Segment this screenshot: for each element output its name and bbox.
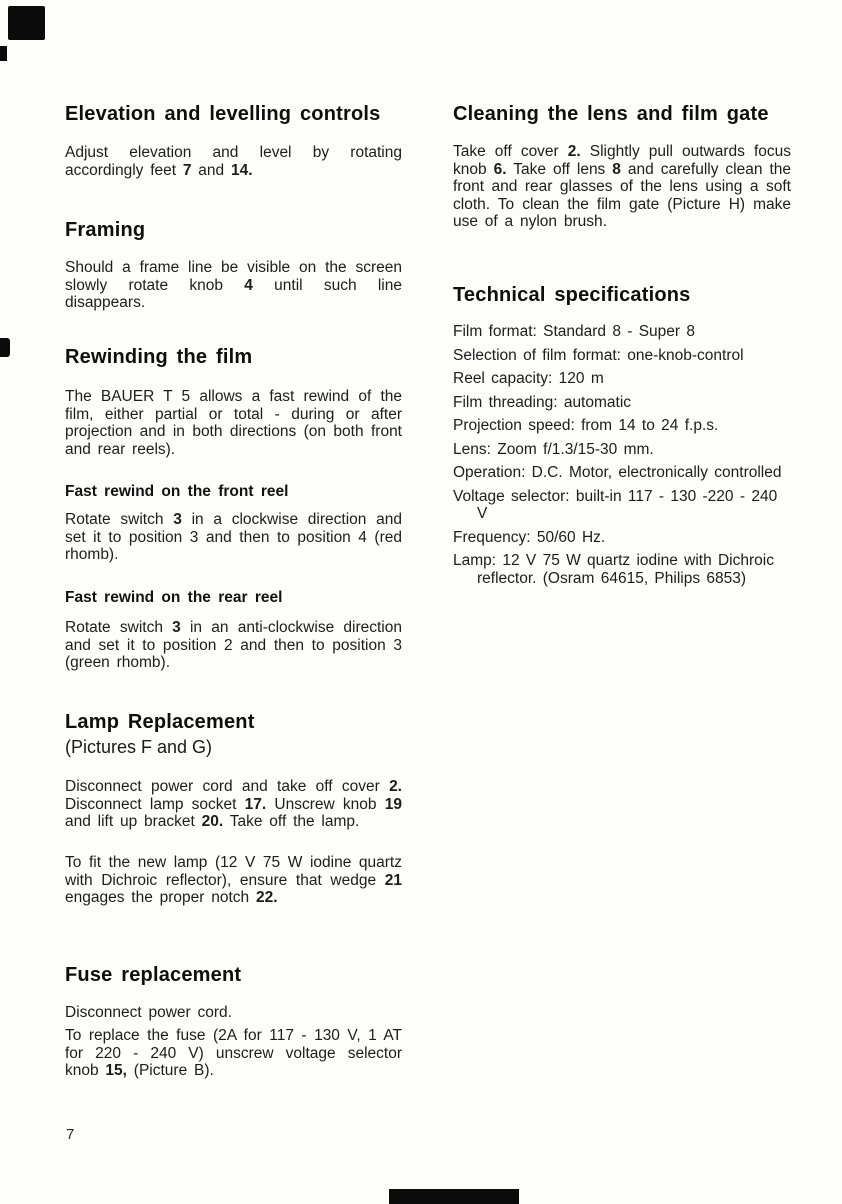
scan-artifact-top-left [8, 6, 45, 40]
heading-framing: Framing [65, 219, 146, 241]
paragraph-elevation: Adjust elevation and level by rotating accordingly feet 7 and 14. [65, 144, 402, 179]
spec-item-format-selection: Selection of film format: one-knob-control [453, 346, 744, 364]
lamp-pictures-reference: (Pictures F and G) [65, 737, 213, 757]
heading-fuse-replacement: Fuse replacement [65, 964, 242, 986]
right-column [453, 0, 791, 1204]
spec-item-film-threading: Film threading: automatic [453, 393, 632, 411]
spec-item-lamp: Lamp: 12 V 75 W quartz iodine with Dichroic reflector. (Osram 64615, Philips 6853) [453, 552, 774, 587]
scan-artifact-left-edge-middle [0, 338, 10, 357]
paragraph-rear-reel: Rotate switch 3 in an anti-clockwise direction and set it to position 2 and then to position 3 (green rhomb). [65, 619, 402, 671]
paragraph-cleaning: Take off cover 2. Slightly pull outwards focus knob 6. Take off lens 8 and carefully clean the front and rear glasses of the lens using a soft cloth. To clean the film gate (Picture H) make use of a nylon brush. [453, 143, 792, 230]
heading-lamp-replacement: Lamp Replacement [65, 711, 255, 733]
spec-item-projection-speed: Projection speed: from 14 to 24 f.p.s. [453, 417, 719, 434]
paragraph-lamp-1: Disconnect power cord and take off cover 2. Disconnect lamp socket 17. Unscrew knob 19 and lift up bracket 20. Take off the lamp. [65, 778, 402, 830]
paragraph-fuse-2: To replace the fuse (2A for 117 - 130 V, 1 AT for 220 - 240 V) unscrew voltage selector knob 15, (Picture B). [65, 1027, 402, 1079]
heading-rewinding: Rewinding the film [65, 346, 253, 368]
paragraph-lamp-2: To fit the new lamp (12 V 75 W iodine quartz with Dichroic reflector), ensure that wedge 21 engages the proper notch 22. [65, 854, 402, 906]
paragraph-front-reel: Rotate switch 3 in a clockwise direction and set it to position 3 and then to position 4 (red rhomb). [65, 511, 402, 563]
paragraph-rewinding: The BAUER T 5 allows a fast rewind of the film, either partial or total - during or after projection and in both directions (on both front and rear reels). [65, 388, 402, 458]
spec-item-reel-capacity: Reel capacity: 120 m [453, 370, 604, 387]
spec-item-operation: Operation: D.C. Motor, electronically controlled [453, 464, 782, 481]
spec-item-voltage-selector: Voltage selector: built-in 117 - 130 -220 - 240 V [453, 487, 778, 522]
paragraph-fuse-1: Disconnect power cord. [65, 1004, 232, 1021]
scan-artifact-left-edge-upper [0, 46, 7, 61]
subheading-front-reel: Fast rewind on the front reel [65, 483, 289, 500]
spec-item-film-format: Film format: Standard 8 - Super 8 [453, 323, 696, 340]
subheading-rear-reel: Fast rewind on the rear reel [65, 589, 283, 606]
heading-cleaning: Cleaning the lens and film gate [453, 103, 769, 125]
spec-list [453, 323, 791, 593]
left-column [65, 0, 402, 1204]
heading-technical-specifications: Technical specifications [453, 284, 691, 306]
paragraph-framing: Should a frame line be visible on the screen slowly rotate knob 4 until such line disappears. [65, 259, 402, 311]
spec-item-frequency: Frequency: 50/60 Hz. [453, 528, 606, 546]
page-number: 7 [66, 1126, 75, 1143]
spec-item-lens: Lens: Zoom f/1.3/15-30 mm. [453, 440, 654, 458]
heading-elevation-levelling: Elevation and levelling controls [65, 103, 381, 125]
